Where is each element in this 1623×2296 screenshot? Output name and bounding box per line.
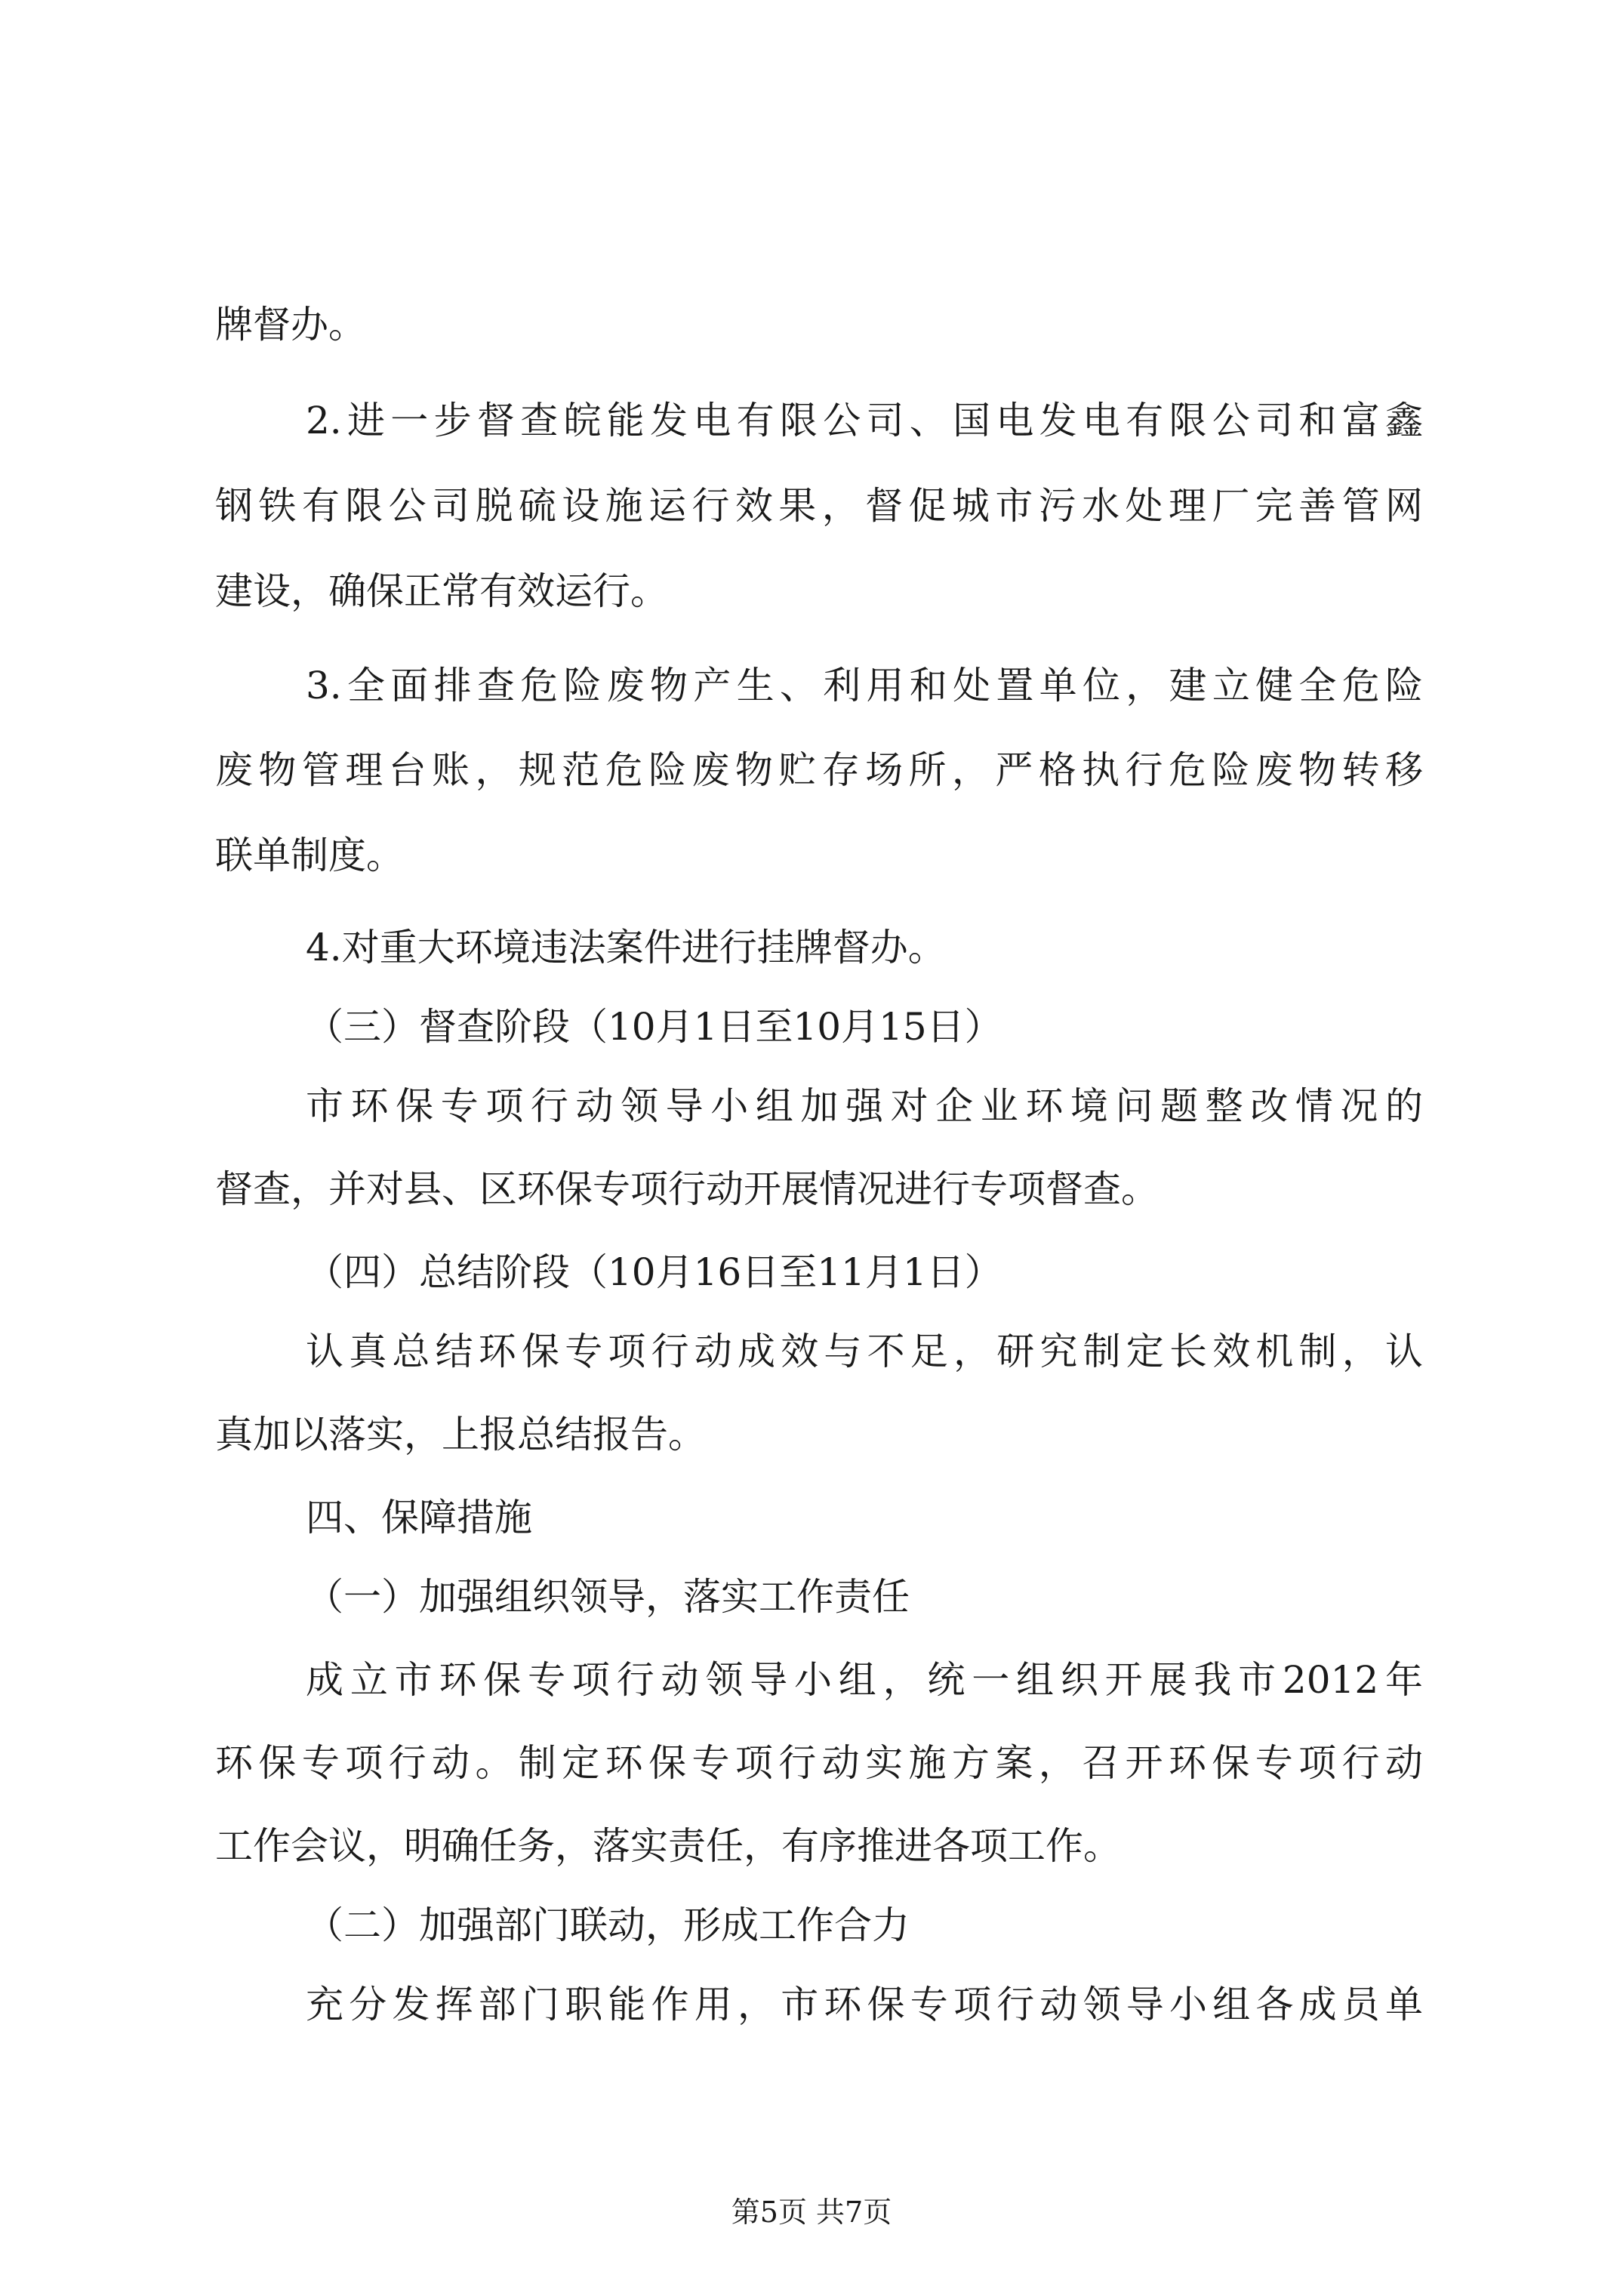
text-line-continuation: 牌督办。: [215, 303, 366, 347]
paragraph-5-line-2: 环保专项行动。制定环保专项行动实施方案，召开环保专项行动: [215, 1741, 1423, 1785]
paragraph-4-line-2: 真加以落实，上报总结报告。: [215, 1413, 706, 1456]
list-item-2-line-3: 建设，确保正常有效运行。: [215, 569, 668, 613]
paragraph-3-line-2: 督查，并对县、区环保专项行动开展情况进行专项督查。: [215, 1167, 1159, 1211]
list-item-4: 4.对重大环境违法案件进行挂牌督办。: [306, 926, 946, 969]
paragraph-4-line-1: 认真总结环保专项行动成效与不足，研究制定长效机制，认: [306, 1330, 1423, 1373]
paragraph-6-line-1: 充分发挥部门职能作用，市环保专项行动领导小组各成员单: [306, 1983, 1423, 2026]
list-item-3-line-2: 废物管理台账，规范危险废物贮存场所，严格执行危险废物转移: [215, 748, 1423, 792]
paragraph-5-line-1: 成立市环保专项行动领导小组，统一组织开展我市2012年: [306, 1658, 1423, 1702]
list-item-3-line-1: 3.全面排查危险废物产生、利用和处置单位，建立健全危险: [306, 664, 1423, 707]
chapter-heading-4: 四、保障措施: [306, 1496, 532, 1539]
subsection-heading-2: （二）加强部门联动，形成工作合力: [306, 1903, 910, 1947]
paragraph-5-line-3: 工作会议，明确任务，落实责任，有序推进各项工作。: [215, 1824, 1121, 1868]
subsection-heading-1: （一）加强组织领导，落实工作责任: [306, 1575, 910, 1619]
list-item-3-line-3: 联单制度。: [215, 834, 404, 877]
list-item-2-line-1: 2.进一步督查皖能发电有限公司、国电发电有限公司和富鑫: [306, 399, 1423, 442]
list-item-2-line-2: 钢铁有限公司脱硫设施运行效果，督促城市污水处理厂完善管网: [215, 484, 1423, 528]
page-number-footer: 第5页 共7页: [731, 2196, 892, 2229]
section-heading-3: （三）督查阶段（10月1日至10月15日）: [306, 1005, 1002, 1049]
section-heading-4: （四）总结阶段（10月16日至11月1日）: [306, 1250, 1002, 1294]
paragraph-3-line-1: 市环保专项行动领导小组加强对企业环境问题整改情况的: [306, 1084, 1423, 1128]
